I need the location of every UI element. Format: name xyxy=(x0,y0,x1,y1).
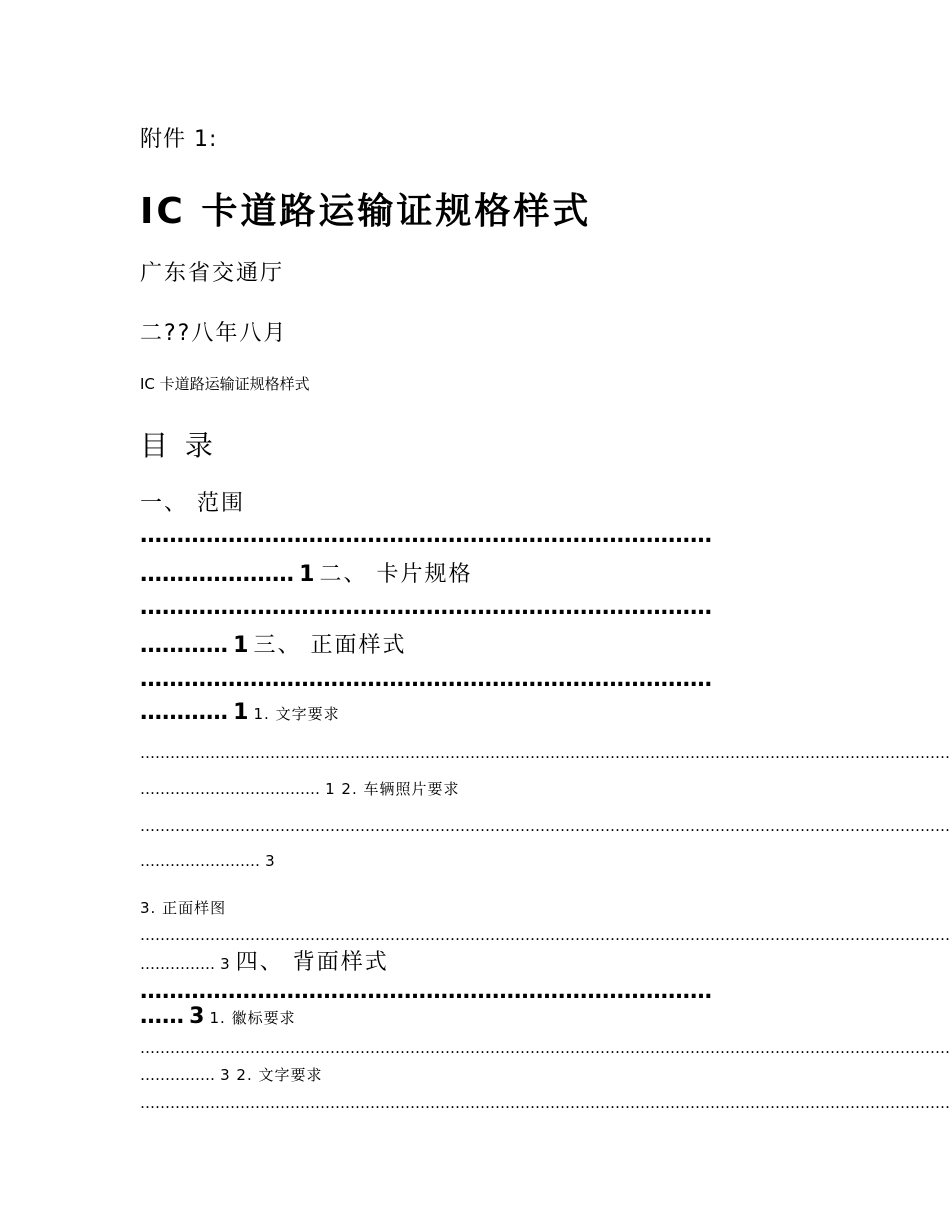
toc-entry-logo-req: 1. 徽标要求 xyxy=(209,1009,296,1027)
toc-entry-back-text-req: 3 2. 文字要求 xyxy=(220,1066,323,1084)
dot-leader: …………………………………………………………………… xyxy=(140,667,712,692)
toc-row xyxy=(140,1064,323,1085)
toc-entry-text-req: 1. 文字要求 xyxy=(253,705,340,723)
issue-date: 二??八年八月 xyxy=(140,321,288,346)
dot-leader: ………………… xyxy=(140,562,294,587)
running-header: IC 卡道路运输证规格样式 xyxy=(140,375,310,393)
issuer: 广东省交通厅 xyxy=(140,261,285,286)
toc-row xyxy=(140,778,460,799)
dot-leader: ………… xyxy=(140,633,228,658)
toc-entry-front-sample: 3. 正面样图 xyxy=(140,899,227,917)
dot-leader: …………… xyxy=(140,955,215,973)
toc-row xyxy=(140,557,473,588)
dot-leader: ………… xyxy=(140,700,228,725)
dot-leader: …………………… xyxy=(140,852,260,870)
toc-row xyxy=(140,1004,296,1029)
dot-leader: ……………………………………………………………………………………………………………………………………………… xyxy=(140,1094,950,1112)
dot-leader: ……………………………………………………………………………………………………………………………………………… xyxy=(140,926,950,944)
toc-entry-back-style: 四、 背面样式 xyxy=(235,950,389,975)
dot-leader: …………………………………………………………………… xyxy=(140,595,712,620)
dot-leader: ……………………………………………………………………………………………………………………………………………… xyxy=(140,1039,950,1057)
toc-row xyxy=(140,945,389,976)
dot-leader: …… xyxy=(140,1004,184,1029)
toc-row xyxy=(140,700,340,725)
dot-leader: …………… xyxy=(140,1066,215,1084)
page-number: 1 xyxy=(299,562,315,587)
toc-entry-scope: 一、 范围 xyxy=(140,491,245,516)
dot-leader: …………………………………………………………………… xyxy=(140,523,712,548)
dot-leader: ……………………………………………………………………………………………………………………………………………… xyxy=(140,817,950,835)
page-number: 3 xyxy=(220,955,231,973)
page-number: 3 xyxy=(189,1004,205,1029)
toc-heading: 目 录 xyxy=(140,429,217,462)
toc-entry-photo-req: 1 2. 车辆照片要求 xyxy=(325,780,460,798)
page-number: 1 xyxy=(233,633,249,658)
toc-entry-card-spec: 二、 卡片规格 xyxy=(319,562,473,587)
attachment-label: 附件 1: xyxy=(140,127,218,152)
toc-row xyxy=(140,851,276,870)
dot-leader: ……………………………………………………………………………………………………………………………………………… xyxy=(140,744,950,762)
toc-row xyxy=(140,628,407,659)
document-title: IC 卡道路运输证规格样式 xyxy=(140,191,592,232)
dot-leader: ……………………………… xyxy=(140,780,320,798)
dot-leader: …………………………………………………………………… xyxy=(140,979,712,1004)
toc-entry-front-style: 三、 正面样式 xyxy=(253,633,407,658)
page-number: 3 xyxy=(265,852,276,870)
page-number: 1 xyxy=(233,700,249,725)
